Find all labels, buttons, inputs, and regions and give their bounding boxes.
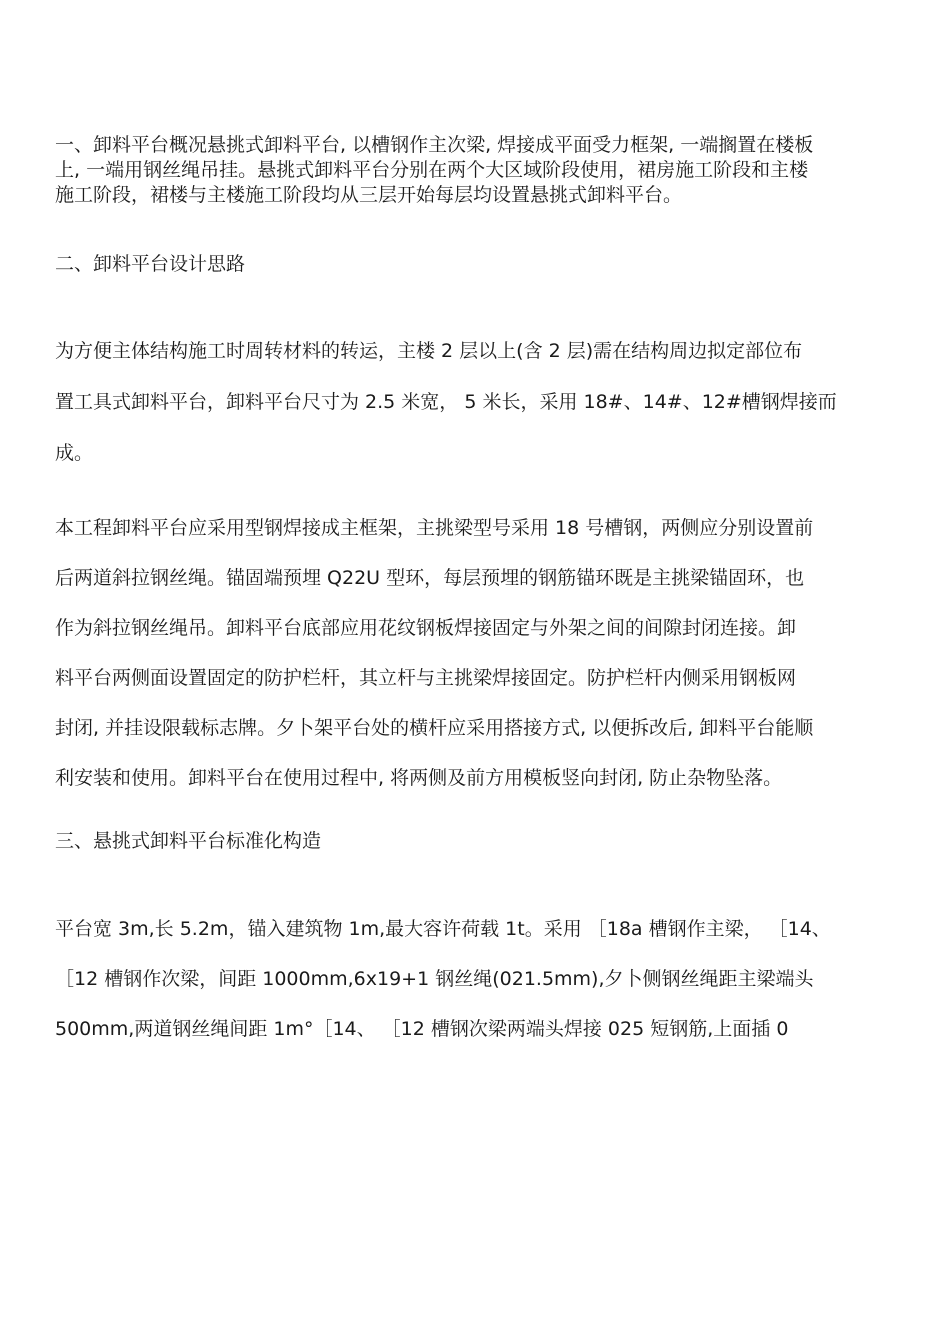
text-line: 作为斜拉钢丝绳吊。卸料平台底部应用花纹钢板焊接固定与外架之间的间隙封闭连接。卸 bbox=[55, 617, 797, 639]
text-line: 500mm,两道钢丝绳间距 1m°［14、 ［12 槽钢次梁两端头焊接 025 短钢筋,上面插 0 bbox=[55, 1018, 789, 1040]
text-line: 后两道斜拉钢丝绳。锚固端预埋 Q22U 型环，每层预埋的钢筋锚环既是主挑梁锚固环，也 bbox=[55, 567, 805, 589]
text-line: 为方便主体结构施工时周转材料的转运，主楼 2 层以上(含 2 层)需在结构周边拟定部位布 bbox=[55, 340, 803, 362]
section-3-paragraph-1 bbox=[55, 904, 831, 1054]
text-line: 施工阶段，裙楼与主楼施工阶段均从三层开始每层均设置悬挑式卸料平台。 bbox=[55, 184, 683, 206]
section-3-heading: 三、悬挑式卸料平台标准化构造 bbox=[55, 830, 322, 852]
text-line: 平台宽 3m,长 5.2m，锚入建筑物 1m,最大容许荷载 1t。采用 ［18a 槽钢作主梁， ［14、 bbox=[55, 918, 831, 940]
text-line: 成。 bbox=[55, 442, 94, 464]
section-2-paragraph-1 bbox=[55, 326, 837, 479]
text-line: 上, 一端用钢丝绳吊挂。悬挑式卸料平台分别在两个大区域阶段使用，裙房施工阶段和主楼 bbox=[55, 159, 809, 181]
section-1-paragraph bbox=[55, 133, 813, 208]
text-line: 料平台两侧面设置固定的防护栏杆，其立杆与主挑梁焊接固定。防护栏杆内侧采用钢板网 bbox=[55, 667, 797, 689]
text-line: 本工程卸料平台应采用型钢焊接成主框架，主挑梁型号采用 18 号槽钢，两侧应分别设置前 bbox=[55, 517, 814, 539]
text-line: 利安装和使用。卸料平台在使用过程中, 将两侧及前方用模板竖向封闭, 防止杂物坠落。 bbox=[55, 767, 783, 789]
text-line: 封闭, 并挂设限载标志牌。夕卜架平台处的横杆应采用搭接方式, 以便拆改后, 卸料平台能顺 bbox=[55, 717, 814, 739]
text-line: 置工具式卸料平台，卸料平台尺寸为 2.5 米宽， 5 米长，采用 18#、14#、12#槽钢焊接而 bbox=[55, 391, 837, 413]
text-line: 一、卸料平台概况悬挑式卸料平台, 以槽钢作主次梁, 焊接成平面受力框架, 一端搁置在楼板 bbox=[55, 134, 814, 156]
text-line: ［12 槽钢作次梁，间距 1000mm,6x19+1 钢丝绳(021.5mm),夕卜侧钢丝绳距主梁端头 bbox=[55, 968, 814, 990]
section-2-heading: 二、卸料平台设计思路 bbox=[55, 253, 246, 275]
section-2-paragraph-2 bbox=[55, 503, 813, 803]
